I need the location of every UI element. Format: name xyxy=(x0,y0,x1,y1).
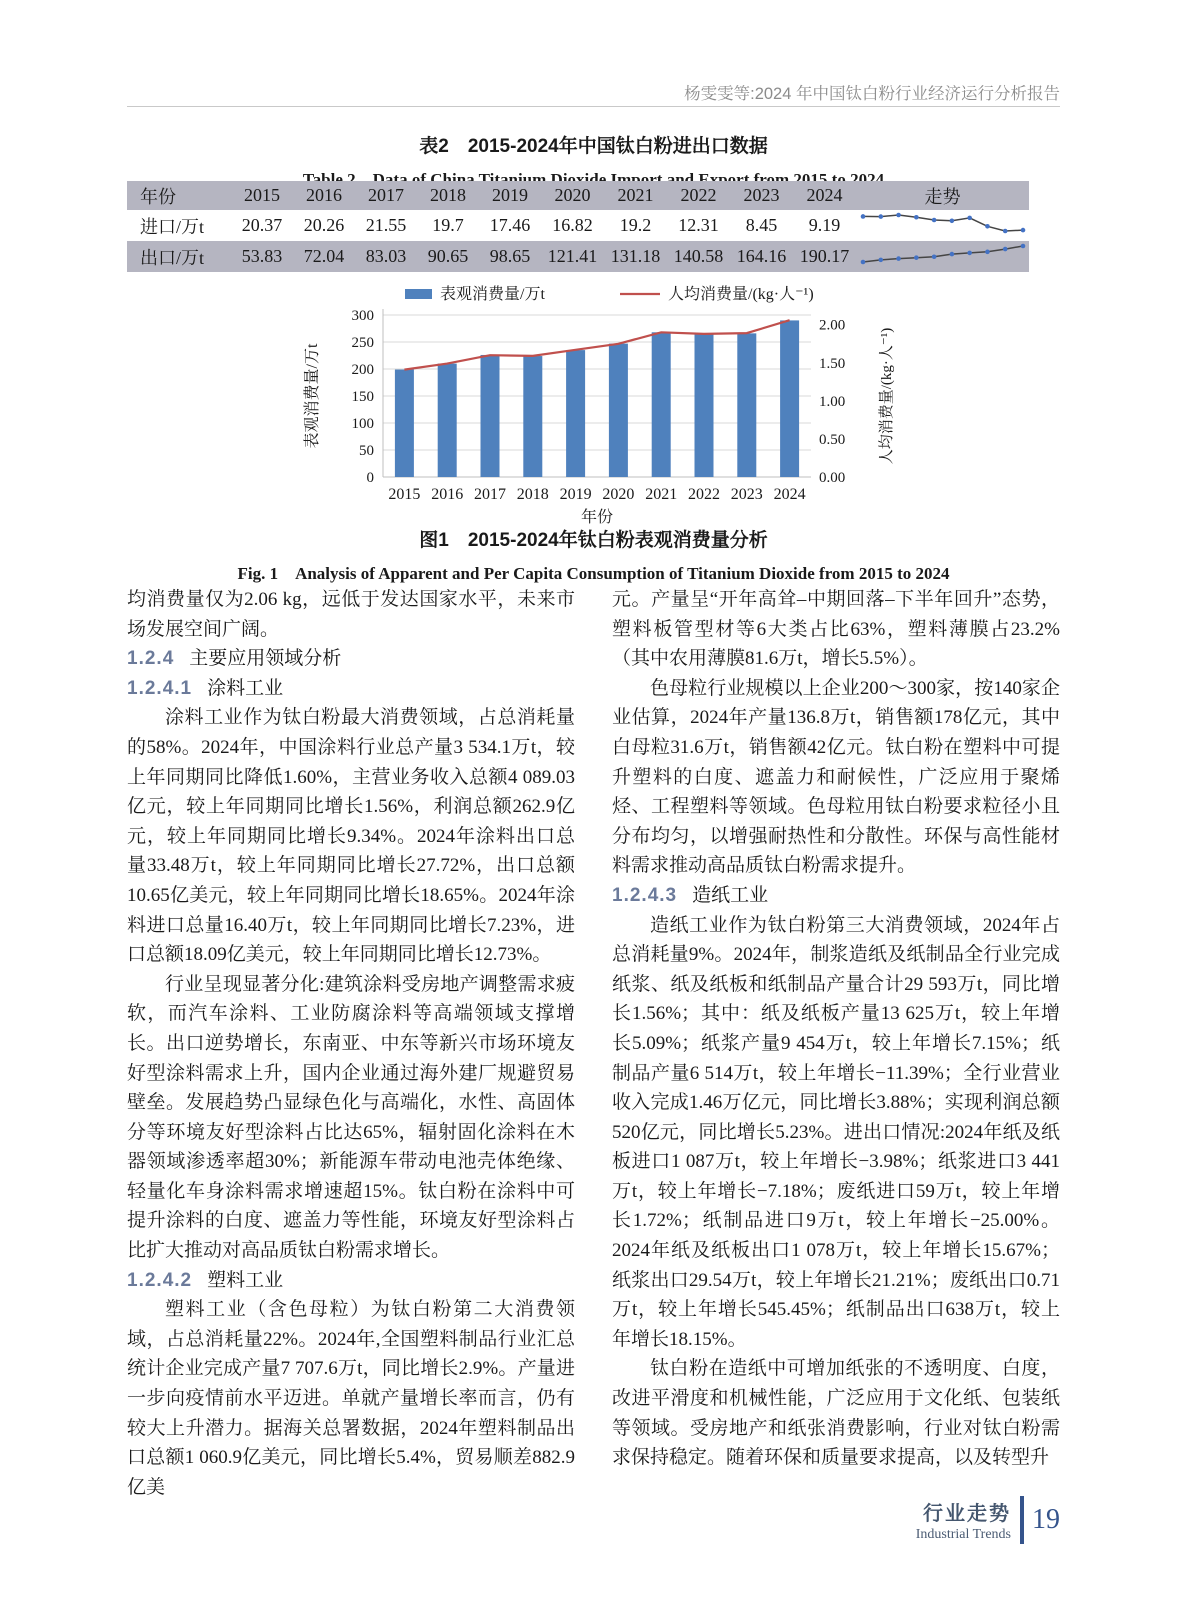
table-cell: 131.18 xyxy=(610,246,661,266)
table-header-cell: 2021 xyxy=(617,185,654,205)
bar-2018 xyxy=(523,356,542,477)
table-cell: 16.82 xyxy=(552,215,593,235)
section-title: 造纸工业 xyxy=(692,884,769,906)
table-cell: 8.45 xyxy=(745,215,778,235)
row-label: 进口/万t xyxy=(140,216,205,237)
paragraph: 均消费量仅为2.06 kg，远低于发达国家水平，未来市场发展空间广阔。 xyxy=(127,589,575,640)
trend-cell xyxy=(856,241,1029,272)
legend-bar-label: 表观消费量/万t xyxy=(440,286,545,303)
paragraph: 造纸工业作为钛白粉第三大消费领域，2024年占总消耗量9%。2024年，制浆造纸及纸制品全行业完成纸浆、纸及纸板和纸制品产量合计29 593万t，同比增长1.56%；其中：纸及纸板产量13 625万t，较上年增长5.09%；纸浆产量9 454万t，较上年增长7.15%；纸制品产量6 514万t，较上年增长−11.39%；全行业营业收入完成1.46万亿元，同比增长3.88%；实现利润总额520亿元，同比增长5.23%。进出口情况:2024年纸及纸板进口1 087万t，较上年增长−3.98%；纸浆进口3 441万t，较上年增长−7.18%；废纸进口59万t，较上年增长1.72%；纸制品进口9万t，较上年增长−25.00%。2024年纸及纸板出口1 078万t，较上年增长15.67%；纸浆出口29.54万t，较上年增长21.21%；废纸出口0.71万t，较上年增长545.45%；纸制品出口638万t，较上年增长18.15%。 xyxy=(612,914,1060,1350)
table-header-cell: 年份 xyxy=(140,186,176,207)
footer-divider-bar xyxy=(1020,1496,1024,1544)
body-columns xyxy=(127,585,1060,1502)
right-column xyxy=(612,585,1060,1502)
left-axis-label: 表观消费量/万t xyxy=(304,343,321,449)
paragraph: 涂料工业作为钛白粉最大消费领域，占总消耗量的58%。2024年，中国涂料行业总产量3 534.1万t，较上年同期同比降低1.60%，主营业务收入总额4 089.03亿元，较上年同期同比增长1.56%，利润总额262.9亿元，较上年同期同比增长9.34%。2024年涂料出口总量33.48万t，较上年同期同比增长27.72%，出口总额10.65亿美元，较上年同期同比增长18.65%。2024年涂料进口总量16.40万t，较上年同期同比增长7.23%，进口总额18.09亿美元，较上年同期同比增长12.73%。 xyxy=(127,707,575,966)
bar-2016 xyxy=(438,364,457,477)
table-header-cell: 2018 xyxy=(430,185,466,205)
trend-cell xyxy=(856,210,1029,241)
table-cell: 140.58 xyxy=(673,246,724,266)
table-cell: 164.16 xyxy=(736,246,787,266)
table-header-cell: 2016 xyxy=(306,185,342,205)
table-cell: 9.19 xyxy=(808,215,841,235)
x-tick: 2015 xyxy=(388,486,421,503)
paragraph: 色母粒行业规模以上企业200～300家，按140家企业估算，2024年产量136.8万t，销售额178亿元，其中白母粒31.6万t，销售额42亿元。钛白粉在塑料中可提升塑料的白度、遮盖力和耐候性，广泛应用于聚烯烃、工程塑料等领域。色母粒用钛白粉要求粒径小且分布均匀，以增强耐热性和分散性。环保与高性能材料需求推动高品质钛白粉需求提升。 xyxy=(612,677,1060,877)
left-axis-tick: 50 xyxy=(359,443,374,459)
header-divider xyxy=(127,106,1060,107)
section-number: 1.2.4.3 xyxy=(612,884,678,906)
x-axis-label: 年份 xyxy=(580,509,614,525)
bar-2020 xyxy=(609,344,628,477)
right-axis-tick: 1.00 xyxy=(819,393,846,410)
bar-2021 xyxy=(652,332,671,477)
x-tick: 2022 xyxy=(688,486,720,503)
section-number: 1.2.4 xyxy=(127,648,175,670)
x-tick: 2024 xyxy=(773,486,806,503)
section-number: 1.2.4.2 xyxy=(127,1269,193,1291)
table-cell: 20.26 xyxy=(303,215,345,235)
running-head: 杨雯雯等:2024 年中国钛白粉行业经济运行分析报告 xyxy=(684,85,1060,103)
bar-2023 xyxy=(737,333,756,477)
x-tick: 2021 xyxy=(645,486,678,503)
table-cell: 21.55 xyxy=(365,215,407,235)
paragraph: 元。产量呈“开年高耸–中期回落–下半年回升”态势，塑料板管型材等6大类占比63%，塑料薄膜占23.2%（其中农用薄膜81.6万t，增长5.5%）。 xyxy=(612,589,1060,670)
left-axis-tick: 200 xyxy=(351,362,374,378)
paragraph: 钛白粉在造纸中可增加纸张的不透明度、白度，改进平滑度和机械性能，广泛应用于文化纸、包装纸等领域。受房地产和纸张消费影响，行业对钛白粉需求保持稳定。随着环保和质量要求提高，以及转型升 xyxy=(612,1358,1060,1469)
footer xyxy=(916,1496,1060,1544)
table-caption-en: Table 2 Data of China Titanium Dioxide Import and Export from 2015 to 2024 xyxy=(302,170,885,189)
bar-2019 xyxy=(566,350,585,477)
table-header-cell: 2015 xyxy=(244,185,280,205)
table-cell: 72.04 xyxy=(303,246,345,266)
table-cell: 19.2 xyxy=(619,215,652,235)
footer-section xyxy=(916,1497,1011,1543)
chart-svg xyxy=(295,281,915,525)
footer-section-en: Industrial Trends xyxy=(915,1527,1011,1542)
table-cell: 98.65 xyxy=(489,246,531,266)
table-row xyxy=(127,210,1029,241)
legend-bar-swatch xyxy=(405,289,432,299)
left-axis-tick: 150 xyxy=(351,389,374,405)
paragraph: 塑料工业（含色母粒）为钛白粉第二大消费领域，占总消耗量22%。2024年,全国塑料制品行业汇总统计企业完成产量7 707.6万t，同比增长2.9%。产量进一步向疫情前水平迈进。单就产量增长率而言，仍有较大上升潜力。据海关总署数据，2024年塑料制品出口总额1 060.9亿美元，同比增长5.4%，贸易顺差882.9亿美 xyxy=(127,1299,575,1498)
row-label: 出口/万t xyxy=(140,247,205,268)
table-cell: 19.7 xyxy=(432,215,464,235)
table-row xyxy=(127,241,1029,272)
data-table xyxy=(127,181,1029,272)
table-cell: 12.31 xyxy=(678,215,719,235)
per-capita-line xyxy=(404,320,789,369)
page-number: 19 xyxy=(1032,1504,1060,1535)
trend-sparkline xyxy=(858,241,1028,267)
section-title: 主要应用领域分析 xyxy=(189,648,342,670)
table-header-cell: 2019 xyxy=(492,185,528,205)
table-header-cell: 2022 xyxy=(680,185,717,205)
table-header-cell: 走势 xyxy=(924,186,961,207)
table-caption-zh: 表2 2015-2024年中国钛白粉进出口数据 xyxy=(419,136,768,157)
left-axis-tick: 0 xyxy=(366,470,374,486)
section-heading xyxy=(127,674,575,704)
bar-2017 xyxy=(481,355,500,477)
consumption-chart xyxy=(295,281,915,525)
x-tick: 2020 xyxy=(602,486,635,503)
left-axis-tick: 100 xyxy=(351,416,374,432)
table-cell: 20.37 xyxy=(241,215,283,235)
section-heading xyxy=(127,1266,575,1296)
table-cell: 121.41 xyxy=(547,246,598,266)
table-cell: 90.65 xyxy=(427,246,469,266)
x-tick: 2017 xyxy=(474,486,506,503)
figure-caption-zh: 图1 2015-2024年钛白粉表观消费量分析 xyxy=(419,530,768,551)
trend-sparkline xyxy=(858,210,1028,236)
section-title: 塑料工业 xyxy=(207,1269,284,1291)
table-header-cell: 2017 xyxy=(368,185,404,205)
right-axis-tick: 0.50 xyxy=(819,431,846,448)
section-title: 涂料工业 xyxy=(207,677,284,699)
table-cell: 190.17 xyxy=(799,246,850,266)
x-tick: 2018 xyxy=(516,486,549,503)
right-axis-label: 人均消费量/(kg·人⁻¹) xyxy=(879,327,895,465)
left-axis-tick: 300 xyxy=(351,308,374,324)
table-cell: 17.46 xyxy=(489,215,531,235)
right-axis-tick: 0.00 xyxy=(819,470,846,486)
bar-2015 xyxy=(395,370,414,477)
figure-captions xyxy=(127,525,1060,584)
table-header-cell: 2023 xyxy=(743,185,780,205)
table-header-cell: 2024 xyxy=(806,185,843,205)
x-tick: 2016 xyxy=(431,486,464,503)
table-cell: 83.03 xyxy=(365,246,407,266)
right-axis-tick: 2.00 xyxy=(819,317,846,334)
x-tick: 2023 xyxy=(730,486,763,503)
import-export-table xyxy=(127,181,1029,272)
table-header-row xyxy=(127,181,1029,210)
bar-2022 xyxy=(695,334,714,477)
x-tick: 2019 xyxy=(559,486,592,503)
left-column xyxy=(127,585,575,1502)
table-header-cell: 2020 xyxy=(554,185,591,205)
section-number: 1.2.4.1 xyxy=(127,677,193,699)
section-heading xyxy=(127,644,575,674)
figure-caption-en: Fig. 1 Analysis of Apparent and Per Capita Consumption of Titanium Dioxide from 2015 to 2024 xyxy=(237,564,950,583)
legend-line-label: 人均消费量/(kg·人⁻¹) xyxy=(668,286,814,303)
section-heading xyxy=(612,881,1060,911)
right-axis-tick: 1.50 xyxy=(819,355,846,372)
table-cell: 53.83 xyxy=(241,246,283,266)
left-axis-tick: 250 xyxy=(351,335,374,351)
footer-section-zh: 行业走势 xyxy=(923,1503,1011,1525)
bar-2024 xyxy=(780,320,799,477)
paragraph: 行业呈现显著分化:建筑涂料受房地产调整需求疲软，而汽车涂料、工业防腐涂料等高端领域支撑增长。出口逆势增长，东南亚、中东等新兴市场环境友好型涂料需求上升，国内企业通过海外建厂规避贸易壁垒。发展趋势凸显绿色化与高端化，水性、高固体分等环境友好型涂料占比达65%，辐射固化涂料在木器领域渗透率超30%；新能源车带动电池壳体绝缘、轻量化车身涂料需求增速超15%。钛白粉在涂料中可提升涂料的白度、遮盖力等性能，环境友好型涂料占比扩大推动对高品质钛白粉需求增长。 xyxy=(127,973,575,1262)
